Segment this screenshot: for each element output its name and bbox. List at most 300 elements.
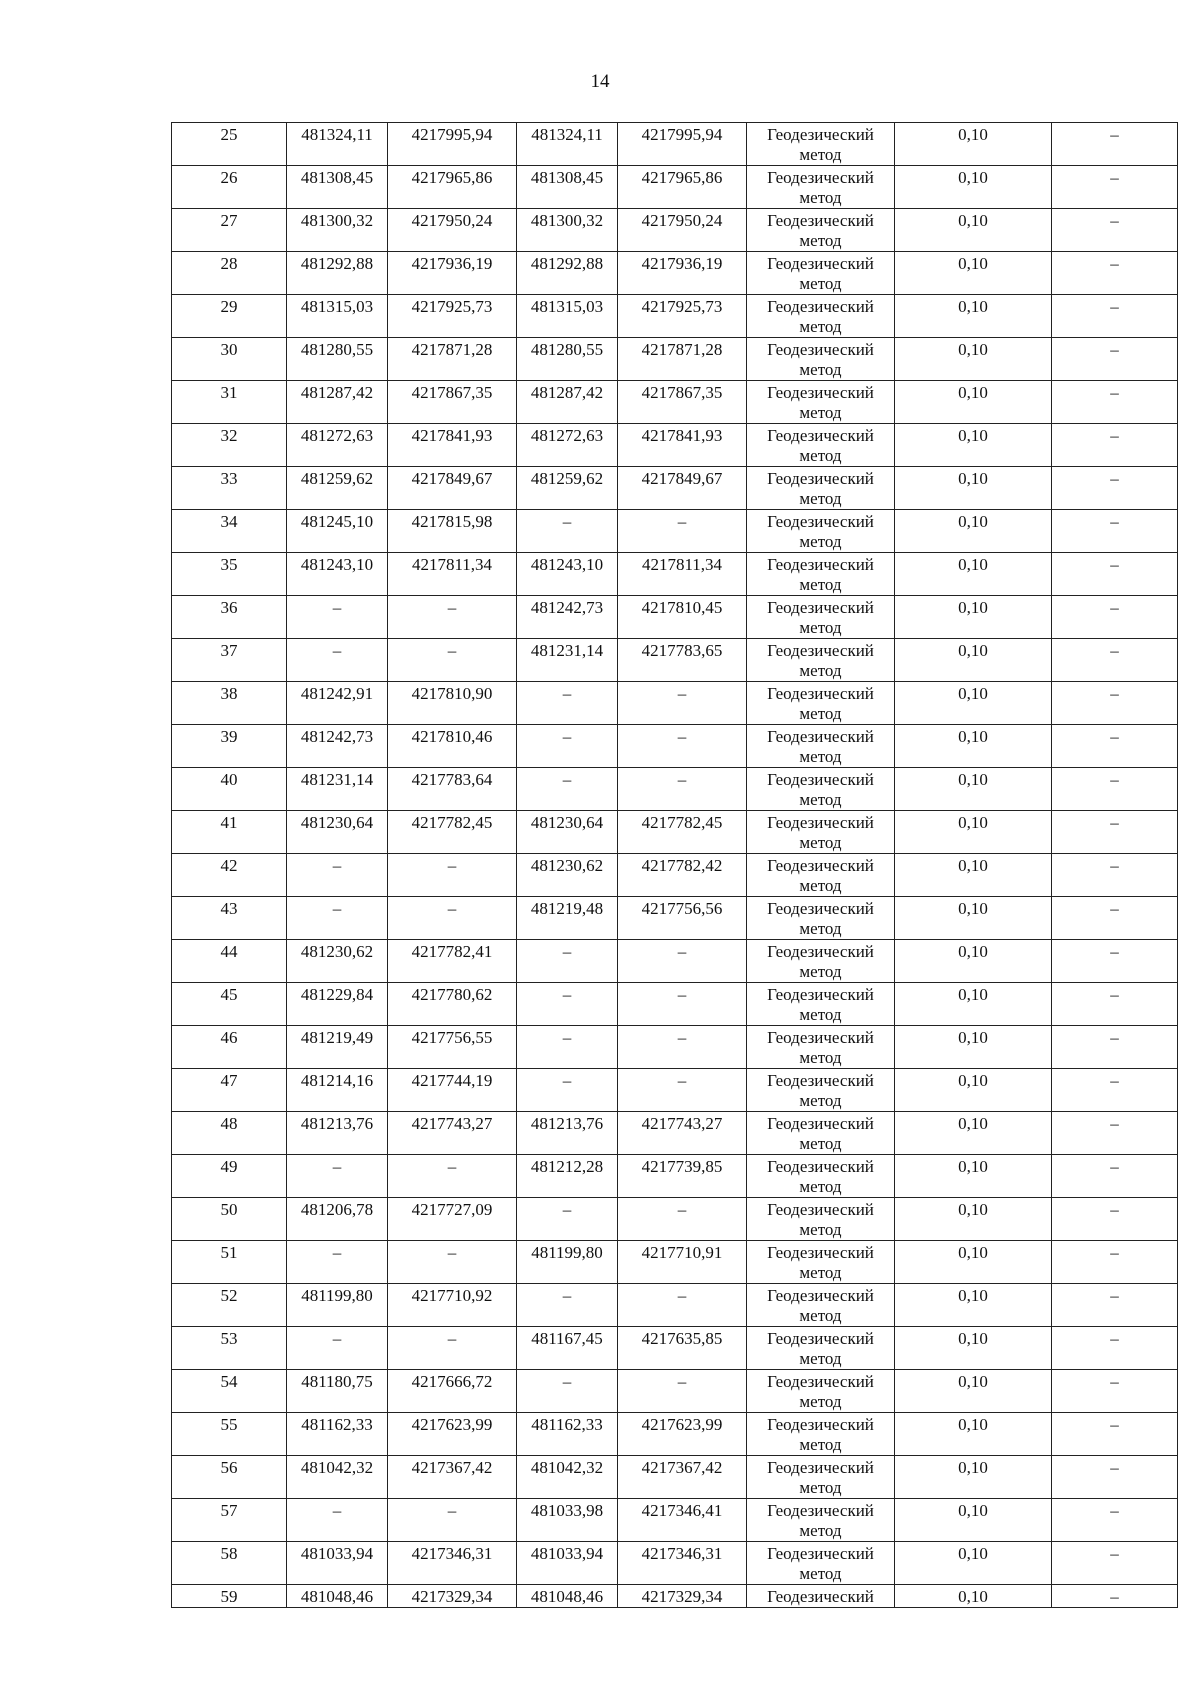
cell-text: –	[677, 770, 687, 789]
x-existing-cell	[287, 338, 388, 381]
cell-text: 481300,32	[300, 211, 374, 230]
precision-cell	[895, 1026, 1052, 1069]
cell-text: 32	[220, 426, 238, 445]
cell-text: 0,10	[958, 297, 988, 316]
table-row	[172, 252, 1178, 295]
cell-text: 31	[220, 383, 238, 402]
cell-text: –	[562, 942, 572, 961]
cell-text: 481230,62	[530, 856, 604, 875]
method-line1: Геодезический	[767, 1286, 874, 1305]
cell-text: 481231,14	[300, 770, 374, 789]
x-existing-cell	[287, 424, 388, 467]
cell-text: 481324,11	[531, 125, 603, 144]
method-cell	[747, 811, 895, 854]
x-new-cell	[517, 983, 618, 1026]
cell-text: 0,10	[958, 598, 988, 617]
cell-text: 0,10	[958, 426, 988, 445]
y-new-cell	[618, 596, 747, 639]
y-new-cell	[618, 639, 747, 682]
cell-text: 4217635,85	[641, 1329, 723, 1348]
cell-text: 481206,78	[300, 1200, 374, 1219]
description-cell	[1052, 1327, 1178, 1370]
description-cell	[1052, 854, 1178, 897]
method-cell	[747, 1456, 895, 1499]
y-new-cell	[618, 682, 747, 725]
method-cell	[747, 639, 895, 682]
cell-text: 481219,49	[300, 1028, 374, 1047]
x-existing-cell	[287, 166, 388, 209]
cell-text: 481308,45	[300, 168, 374, 187]
method-line1: Геодезический	[767, 1544, 874, 1563]
cell-text: 4217841,93	[641, 426, 723, 445]
cell-text: 481300,32	[530, 211, 604, 230]
method-cell	[747, 1069, 895, 1112]
method-line2: метод	[799, 403, 842, 422]
method-line1: Геодезический	[767, 254, 874, 273]
method-cell	[747, 1327, 895, 1370]
method-line1: Геодезический	[767, 1200, 874, 1219]
x-new-cell	[517, 295, 618, 338]
x-existing-cell	[287, 682, 388, 725]
table-row	[172, 1370, 1178, 1413]
x-existing-cell	[287, 1327, 388, 1370]
x-new-cell	[517, 1155, 618, 1198]
cell-text: –	[1110, 1501, 1119, 1520]
cell-text: 4217965,86	[411, 168, 493, 187]
x-new-cell	[517, 811, 618, 854]
method-line1: Геодезический	[767, 1028, 874, 1047]
cell-text: 0,10	[958, 340, 988, 359]
y-existing-cell	[388, 983, 517, 1026]
method-line1: Геодезический	[767, 684, 874, 703]
cell-text: 4217756,55	[411, 1028, 493, 1047]
method-line1: Геодезический	[767, 985, 874, 1004]
cell-text: –	[562, 985, 572, 1004]
x-new-cell	[517, 252, 618, 295]
cell-text: –	[1110, 254, 1119, 273]
x-new-cell	[517, 1456, 618, 1499]
description-cell	[1052, 1499, 1178, 1542]
method-line1: Геодезический	[767, 899, 874, 918]
cell-text: –	[562, 727, 572, 746]
cell-text: –	[1110, 1329, 1119, 1348]
x-existing-cell	[287, 295, 388, 338]
cell-text: 4217743,27	[411, 1114, 493, 1133]
method-cell	[747, 1026, 895, 1069]
method-line2: метод	[799, 833, 842, 852]
cell-text: 4217950,24	[641, 211, 723, 230]
cell-text: 481308,45	[530, 168, 604, 187]
precision-cell	[895, 381, 1052, 424]
cell-text: 481048,46	[300, 1587, 374, 1606]
method-line2: метод	[799, 1478, 842, 1497]
method-line2: метод	[799, 360, 842, 379]
method-line2: метод	[799, 489, 842, 508]
cell-text: –	[1110, 1286, 1119, 1305]
x-existing-cell	[287, 123, 388, 166]
description-cell	[1052, 338, 1178, 381]
x-existing-cell	[287, 1499, 388, 1542]
cell-text: –	[1110, 512, 1119, 531]
description-cell	[1052, 123, 1178, 166]
cell-text: 481033,94	[300, 1544, 374, 1563]
cell-text: 481287,42	[530, 383, 604, 402]
x-existing-cell	[287, 1026, 388, 1069]
method-line1: Геодезический	[767, 942, 874, 961]
point-number-cell	[172, 1026, 287, 1069]
cell-text: 4217810,45	[641, 598, 723, 617]
precision-cell	[895, 1370, 1052, 1413]
x-new-cell	[517, 1284, 618, 1327]
cell-text: 0,10	[958, 1329, 988, 1348]
description-cell	[1052, 1413, 1178, 1456]
y-existing-cell	[388, 1026, 517, 1069]
cell-text: –	[1110, 684, 1119, 703]
method-cell	[747, 1198, 895, 1241]
y-new-cell	[618, 1456, 747, 1499]
cell-text: 4217623,99	[411, 1415, 493, 1434]
cell-text: 0,10	[958, 1286, 988, 1305]
cell-text: 4217782,45	[411, 813, 493, 832]
description-cell	[1052, 553, 1178, 596]
cell-text: 4217936,19	[641, 254, 723, 273]
method-cell	[747, 209, 895, 252]
cell-text: 481245,10	[300, 512, 374, 531]
point-number-cell	[172, 252, 287, 295]
point-number-cell	[172, 596, 287, 639]
x-existing-cell	[287, 1542, 388, 1585]
method-line1: Геодезический	[767, 1243, 874, 1262]
cell-text: 0,10	[958, 555, 988, 574]
cell-text: –	[1110, 168, 1119, 187]
page-number: 14	[590, 71, 610, 92]
cell-text: –	[1110, 1372, 1119, 1391]
x-existing-cell	[287, 1284, 388, 1327]
method-cell	[747, 338, 895, 381]
y-new-cell	[618, 725, 747, 768]
y-existing-cell	[388, 467, 517, 510]
cell-text: 481199,80	[531, 1243, 603, 1262]
cell-text: –	[1110, 1114, 1119, 1133]
cell-text: –	[447, 1157, 457, 1176]
cell-text: –	[562, 1200, 572, 1219]
cell-text: –	[1110, 383, 1119, 402]
cell-text: 50	[220, 1200, 238, 1219]
cell-text: 0,10	[958, 469, 988, 488]
method-line2: метод	[799, 661, 842, 680]
cell-text: 481287,42	[300, 383, 374, 402]
point-number-cell	[172, 1284, 287, 1327]
y-new-cell	[618, 854, 747, 897]
method-cell	[747, 1112, 895, 1155]
table-row	[172, 897, 1178, 940]
method-line2: метод	[799, 1263, 842, 1282]
cell-text: –	[677, 512, 687, 531]
x-new-cell	[517, 1370, 618, 1413]
precision-cell	[895, 1542, 1052, 1585]
precision-cell	[895, 639, 1052, 682]
cell-text: 481162,33	[301, 1415, 373, 1434]
method-line2: метод	[799, 1521, 842, 1540]
x-new-cell	[517, 1112, 618, 1155]
point-number-cell	[172, 1370, 287, 1413]
method-line2: метод	[799, 1435, 842, 1454]
point-number-cell	[172, 166, 287, 209]
y-new-cell	[618, 1112, 747, 1155]
table-row	[172, 1456, 1178, 1499]
table-row	[172, 381, 1178, 424]
x-new-cell	[517, 1069, 618, 1112]
table-row	[172, 1284, 1178, 1327]
precision-cell	[895, 596, 1052, 639]
cell-text: 4217756,56	[641, 899, 723, 918]
cell-text: –	[677, 1200, 687, 1219]
cell-text: 58	[220, 1544, 238, 1563]
description-cell	[1052, 1198, 1178, 1241]
precision-cell	[895, 1112, 1052, 1155]
x-new-cell	[517, 123, 618, 166]
method-line1: Геодезический	[767, 727, 874, 746]
method-line1: Геодезический	[767, 1458, 874, 1477]
x-existing-cell	[287, 983, 388, 1026]
description-cell	[1052, 983, 1178, 1026]
cell-text: 4217346,31	[641, 1544, 723, 1563]
cell-text: 44	[220, 942, 238, 961]
precision-cell	[895, 1241, 1052, 1284]
description-cell	[1052, 1585, 1178, 1608]
cell-text: 59	[220, 1587, 238, 1606]
description-cell	[1052, 1542, 1178, 1585]
method-line2: метод	[799, 618, 842, 637]
cell-text: –	[562, 1028, 572, 1047]
cell-text: 0,10	[958, 1415, 988, 1434]
cell-text: 481180,75	[301, 1372, 373, 1391]
method-cell	[747, 1542, 895, 1585]
table-row	[172, 1112, 1178, 1155]
point-number-cell	[172, 725, 287, 768]
cell-text: 481272,63	[530, 426, 604, 445]
cell-text: 49	[220, 1157, 238, 1176]
cell-text: 4217727,09	[411, 1200, 493, 1219]
method-cell	[747, 940, 895, 983]
cell-text: 0,10	[958, 684, 988, 703]
cell-text: 4217329,34	[411, 1587, 493, 1606]
cell-text: 0,10	[958, 856, 988, 875]
description-cell	[1052, 381, 1178, 424]
cell-text: 4217710,92	[411, 1286, 493, 1305]
y-new-cell	[618, 1069, 747, 1112]
cell-text: 40	[220, 770, 238, 789]
point-number-cell	[172, 424, 287, 467]
method-line1: Геодезический	[767, 598, 874, 617]
x-existing-cell	[287, 209, 388, 252]
method-cell	[747, 897, 895, 940]
method-line1: Геодезический	[767, 125, 874, 144]
precision-cell	[895, 510, 1052, 553]
cell-text: 0,10	[958, 383, 988, 402]
y-existing-cell	[388, 295, 517, 338]
x-new-cell	[517, 1585, 618, 1608]
cell-text: –	[332, 1501, 342, 1520]
cell-text: 4217783,65	[641, 641, 723, 660]
method-line2: метод	[799, 317, 842, 336]
cell-text: 0,10	[958, 1028, 988, 1047]
method-line1: Геодезический	[767, 1157, 874, 1176]
y-new-cell	[618, 553, 747, 596]
x-existing-cell	[287, 1456, 388, 1499]
description-cell	[1052, 940, 1178, 983]
x-new-cell	[517, 424, 618, 467]
method-line2: метод	[799, 1306, 842, 1325]
x-new-cell	[517, 467, 618, 510]
point-number-cell	[172, 553, 287, 596]
cell-text: 4217623,99	[641, 1415, 723, 1434]
table-row	[172, 725, 1178, 768]
table-row	[172, 682, 1178, 725]
method-cell	[747, 123, 895, 166]
precision-cell	[895, 725, 1052, 768]
description-cell	[1052, 467, 1178, 510]
x-new-cell	[517, 639, 618, 682]
cell-text: –	[332, 1157, 342, 1176]
y-new-cell	[618, 467, 747, 510]
cell-text: –	[562, 684, 572, 703]
cell-text: 0,10	[958, 1458, 988, 1477]
method-cell	[747, 1284, 895, 1327]
x-existing-cell	[287, 1370, 388, 1413]
y-existing-cell	[388, 209, 517, 252]
precision-cell	[895, 467, 1052, 510]
method-line2: метод	[799, 145, 842, 164]
y-existing-cell	[388, 1499, 517, 1542]
cell-text: 4217867,35	[641, 383, 723, 402]
method-line1: Геодезический	[767, 297, 874, 316]
cell-text: 481315,03	[300, 297, 374, 316]
cell-text: –	[1110, 1200, 1119, 1219]
method-line1: Геодезический	[767, 340, 874, 359]
x-existing-cell	[287, 1585, 388, 1608]
x-existing-cell	[287, 854, 388, 897]
cell-text: –	[677, 684, 687, 703]
y-new-cell	[618, 338, 747, 381]
cell-text: –	[1110, 641, 1119, 660]
cell-text: 481230,62	[300, 942, 374, 961]
cell-text: 0,10	[958, 727, 988, 746]
cell-text: 481213,76	[530, 1114, 604, 1133]
cell-text: 0,10	[958, 1587, 988, 1606]
cell-text: –	[1110, 340, 1119, 359]
precision-cell	[895, 252, 1052, 295]
method-cell	[747, 553, 895, 596]
cell-text: 30	[220, 340, 238, 359]
cell-text: –	[1110, 1544, 1119, 1563]
point-number-cell	[172, 983, 287, 1026]
method-cell	[747, 424, 895, 467]
precision-cell	[895, 209, 1052, 252]
y-existing-cell	[388, 1370, 517, 1413]
y-existing-cell	[388, 1585, 517, 1608]
method-line2: метод	[799, 1392, 842, 1411]
method-line1: Геодезический	[767, 426, 874, 445]
cell-text: –	[1110, 727, 1119, 746]
description-cell	[1052, 1370, 1178, 1413]
method-line1: Геодезический	[767, 211, 874, 230]
table-row	[172, 1499, 1178, 1542]
method-line2: метод	[799, 790, 842, 809]
description-cell	[1052, 596, 1178, 639]
cell-text: 4217743,27	[641, 1114, 723, 1133]
description-cell	[1052, 295, 1178, 338]
cell-text: 0,10	[958, 254, 988, 273]
y-existing-cell	[388, 510, 517, 553]
cell-text: 4217346,31	[411, 1544, 493, 1563]
cell-text: –	[1110, 1028, 1119, 1047]
cell-text: –	[332, 641, 342, 660]
description-cell	[1052, 1155, 1178, 1198]
cell-text: 0,10	[958, 813, 988, 832]
method-line1: Геодезический	[767, 469, 874, 488]
cell-text: –	[1110, 297, 1119, 316]
cell-text: 33	[220, 469, 238, 488]
cell-text: 4217710,91	[641, 1243, 723, 1262]
x-existing-cell	[287, 725, 388, 768]
cell-text: 36	[220, 598, 238, 617]
cell-text: 4217329,34	[641, 1587, 723, 1606]
x-existing-cell	[287, 897, 388, 940]
cell-text: 0,10	[958, 1544, 988, 1563]
description-cell	[1052, 1241, 1178, 1284]
cell-text: 4217811,34	[411, 555, 493, 574]
y-existing-cell	[388, 424, 517, 467]
precision-cell	[895, 1327, 1052, 1370]
point-number-cell	[172, 940, 287, 983]
description-cell	[1052, 682, 1178, 725]
description-cell	[1052, 639, 1178, 682]
y-new-cell	[618, 1155, 747, 1198]
y-new-cell	[618, 1585, 747, 1608]
table-row	[172, 596, 1178, 639]
precision-cell	[895, 553, 1052, 596]
cell-text: 481167,45	[531, 1329, 603, 1348]
cell-text: 481272,63	[300, 426, 374, 445]
cell-text: –	[1110, 1071, 1119, 1090]
y-existing-cell	[388, 338, 517, 381]
cell-text: –	[677, 1286, 687, 1305]
cell-text: 481033,94	[530, 1544, 604, 1563]
cell-text: 4217925,73	[411, 297, 493, 316]
x-new-cell	[517, 381, 618, 424]
cell-text: 4217367,42	[641, 1458, 723, 1477]
y-new-cell	[618, 1241, 747, 1284]
cell-text: 4217744,19	[411, 1071, 493, 1090]
description-cell	[1052, 1026, 1178, 1069]
y-new-cell	[618, 295, 747, 338]
method-cell	[747, 983, 895, 1026]
cell-text: 4217739,85	[641, 1157, 723, 1176]
cell-text: –	[562, 1372, 572, 1391]
cell-text: –	[562, 1286, 572, 1305]
cell-text: 46	[220, 1028, 238, 1047]
cell-text: 42	[220, 856, 238, 875]
y-new-cell	[618, 1370, 747, 1413]
y-existing-cell	[388, 1069, 517, 1112]
precision-cell	[895, 1198, 1052, 1241]
cell-text: 0,10	[958, 899, 988, 918]
method-line1: Геодезический	[767, 770, 874, 789]
cell-text: 4217871,28	[641, 340, 723, 359]
cell-text: –	[1110, 856, 1119, 875]
cell-text: –	[1110, 985, 1119, 1004]
